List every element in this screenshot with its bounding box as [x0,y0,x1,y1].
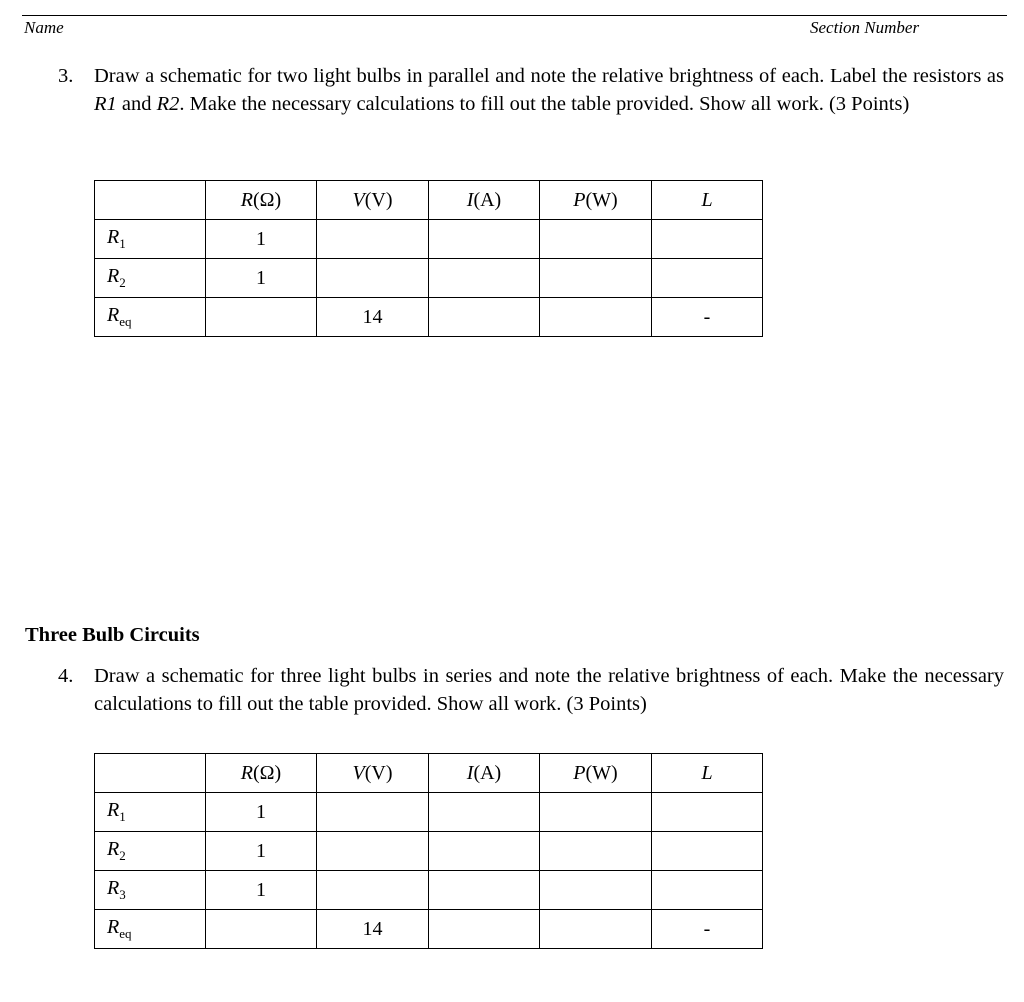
section-number-label: Section Number [810,18,920,37]
question-3-number: 3. [58,65,74,87]
column-header [95,181,206,220]
column-header: I(A) [429,181,540,220]
table-cell [540,832,652,871]
column-header: L [652,181,763,220]
row-label: $R_1$ [95,220,206,259]
row-label: $R_{eq}$ [95,298,206,337]
row-label: $R_2$ [95,259,206,298]
name-label: Name [24,18,64,37]
series-circuit-table [94,753,763,949]
table-cell: 1 [206,259,317,298]
table-cell [652,832,763,871]
table-cell [317,220,429,259]
column-header: R(Ω) [206,181,317,220]
question-3-text: Draw a schematic for two light bulbs in parallel and note the relative brightness of each. Label the resistors as R1 and R2. Make the necessary calculations to fill out the table provided. Show all work. (3 Points) [94,65,1004,115]
table-cell: - [652,910,763,949]
table-cell [652,793,763,832]
table-cell [317,793,429,832]
table-header-row [95,754,763,793]
question-4-number: 4. [58,665,74,687]
table-row [95,910,763,949]
row-label: $R_1$ [95,793,206,832]
table-row [95,832,763,871]
table-cell [540,910,652,949]
table-cell [652,871,763,910]
table-cell [429,220,540,259]
table-cell [652,220,763,259]
row-label: $R_{eq}$ [95,910,206,949]
table-cell [317,871,429,910]
column-header: V(V) [317,181,429,220]
table-cell: 1 [206,220,317,259]
table-cell: 1 [206,793,317,832]
header-rule [22,15,1007,16]
section-heading: Three Bulb Circuits [25,624,200,646]
column-header: L [652,754,763,793]
row-label: $R_2$ [95,832,206,871]
table-cell [429,871,540,910]
table-cell: 1 [206,832,317,871]
table-row [95,871,763,910]
table-cell: - [652,298,763,337]
table-header-row [95,181,763,220]
table-cell [317,259,429,298]
row-label: $R_3$ [95,871,206,910]
column-header: P(W) [540,181,652,220]
table-row [95,793,763,832]
column-header [95,754,206,793]
table-cell [540,220,652,259]
table-cell: 14 [317,298,429,337]
question-4 [58,662,1004,718]
table-row [95,298,763,337]
table-cell [317,832,429,871]
table-cell: 1 [206,871,317,910]
table-cell [206,298,317,337]
table-cell [540,298,652,337]
table-row [95,220,763,259]
r1-label: R1 [94,93,117,115]
column-header: P(W) [540,754,652,793]
column-header: R(Ω) [206,754,317,793]
table-cell [429,910,540,949]
table-row [95,259,763,298]
table-cell [652,259,763,298]
table-cell [429,259,540,298]
r2-label: R2 [156,93,180,115]
table-cell [206,910,317,949]
table-cell [540,871,652,910]
table-cell [429,832,540,871]
table-cell: 14 [317,910,429,949]
table-cell [540,259,652,298]
table-cell [540,793,652,832]
column-header: I(A) [429,754,540,793]
question-4-text: Draw a schematic for three light bulbs in series and note the relative brightness of each. Make the necessary calculations to fill out the table provided. Show all work. (3 Points) [94,665,1004,715]
column-header: V(V) [317,754,429,793]
table-cell [429,793,540,832]
parallel-circuit-table [94,180,763,337]
table-cell [429,298,540,337]
question-3 [58,62,1004,118]
